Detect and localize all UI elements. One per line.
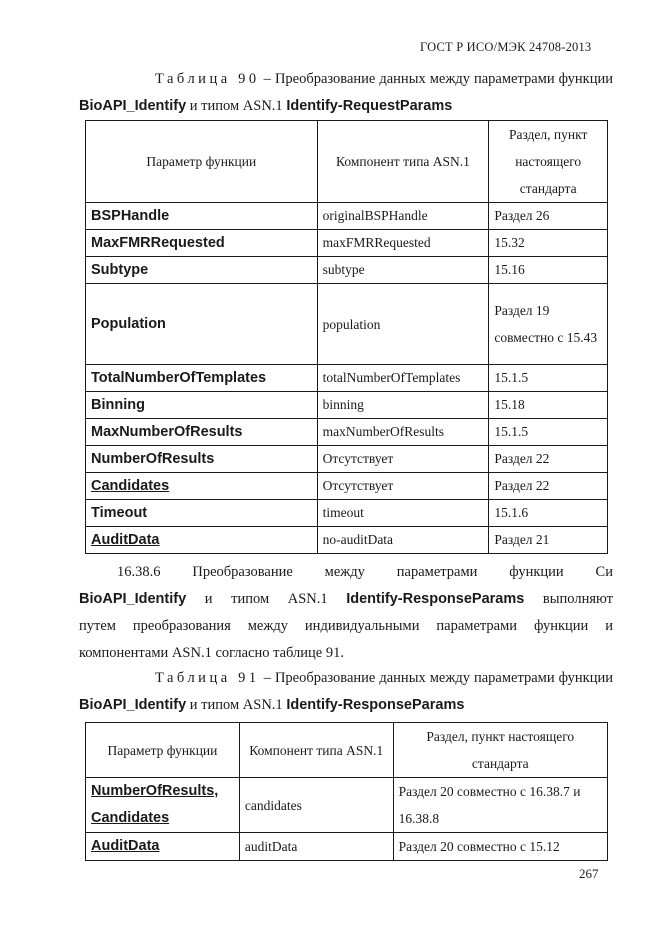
- header-cell: Параметр функции: [86, 723, 240, 778]
- table-90: [85, 120, 608, 554]
- header-cell: Компонент типа ASN.1: [317, 121, 489, 203]
- param-cell: BSPHandle: [86, 203, 318, 230]
- param-cell: NumberOfResults, Candidates: [86, 778, 240, 833]
- section-cell: 15.32: [489, 230, 608, 257]
- component-cell: candidates: [239, 778, 393, 833]
- component-cell: originalBSPHandle: [317, 203, 489, 230]
- table-row: [86, 230, 608, 257]
- component-cell: timeout: [317, 500, 489, 527]
- section-cell: Раздел 20 совместно с 16.38.7 и 16.38.8: [393, 778, 607, 833]
- param-cell: AuditData: [86, 833, 240, 861]
- table-header-row: [86, 121, 608, 203]
- param-cell: Binning: [86, 392, 318, 419]
- param-cell: AuditData: [86, 527, 318, 554]
- table-row: [86, 365, 608, 392]
- paragraph-16-38-6: 16.38.6 Преобразование между параметрами функции Си BioAPI_Identify и типом ASN.1 Identify-ResponseParams выполняют путем преобразования между индивидуальными параметрами функции и компонентами ASN.1 согласно таблице 91.: [79, 564, 613, 661]
- table-91: [85, 722, 608, 861]
- section-cell: 15.1.5: [489, 365, 608, 392]
- table-row: [86, 527, 608, 554]
- table-row: [86, 284, 608, 365]
- table-row: [86, 778, 608, 833]
- component-cell: binning: [317, 392, 489, 419]
- component-cell: totalNumberOfTemplates: [317, 365, 489, 392]
- section-cell: Раздел 20 совместно с 15.12: [393, 833, 607, 861]
- table-91-caption: Таблица 91 – Преобразование данных между параметрами функции BioAPI_Identify и типом ASN.1 Identify-ResponseParams: [79, 670, 613, 713]
- component-cell: Отсутствует: [317, 446, 489, 473]
- standard-header: ГОСТ Р ИСО/МЭК 24708-2013: [420, 40, 592, 54]
- param-cell: MaxFMRRequested: [86, 230, 318, 257]
- table-row: [86, 473, 608, 500]
- component-cell: subtype: [317, 257, 489, 284]
- table-row: [86, 257, 608, 284]
- page-number: 267: [579, 866, 599, 881]
- section-cell: 15.1.6: [489, 500, 608, 527]
- section-cell: Раздел 19 совместно с 15.43: [489, 284, 608, 365]
- section-cell: Раздел 22: [489, 446, 608, 473]
- table-row: [86, 500, 608, 527]
- table-row: [86, 392, 608, 419]
- table-row: [86, 833, 608, 861]
- header-cell: Параметр функции: [86, 121, 318, 203]
- component-cell: Отсутствует: [317, 473, 489, 500]
- table-row: [86, 446, 608, 473]
- param-cell: MaxNumberOfResults: [86, 419, 318, 446]
- param-cell: Candidates: [86, 473, 318, 500]
- table-row: [86, 203, 608, 230]
- component-cell: auditData: [239, 833, 393, 861]
- table-90-caption: Таблица 90 – Преобразование данных между параметрами функции BioAPI_Identify и типом ASN.1 Identify-RequestParams: [79, 71, 613, 114]
- section-cell: Раздел 22: [489, 473, 608, 500]
- component-cell: population: [317, 284, 489, 365]
- param-cell: Timeout: [86, 500, 318, 527]
- section-cell: 15.1.5: [489, 419, 608, 446]
- component-cell: maxFMRRequested: [317, 230, 489, 257]
- section-cell: 15.18: [489, 392, 608, 419]
- table-header-row: [86, 723, 608, 778]
- param-cell: Population: [86, 284, 318, 365]
- param-cell: NumberOfResults: [86, 446, 318, 473]
- section-cell: 15.16: [489, 257, 608, 284]
- header-cell: Компонент типа ASN.1: [239, 723, 393, 778]
- component-cell: no-auditData: [317, 527, 489, 554]
- section-cell: Раздел 21: [489, 527, 608, 554]
- header-cell: Раздел, пункт настоящего стандарта: [393, 723, 607, 778]
- table-row: [86, 419, 608, 446]
- param-cell: Subtype: [86, 257, 318, 284]
- section-cell: Раздел 26: [489, 203, 608, 230]
- param-cell: TotalNumberOfTemplates: [86, 365, 318, 392]
- header-cell: Раздел, пункт настоящего стандарта: [489, 121, 608, 203]
- component-cell: maxNumberOfResults: [317, 419, 489, 446]
